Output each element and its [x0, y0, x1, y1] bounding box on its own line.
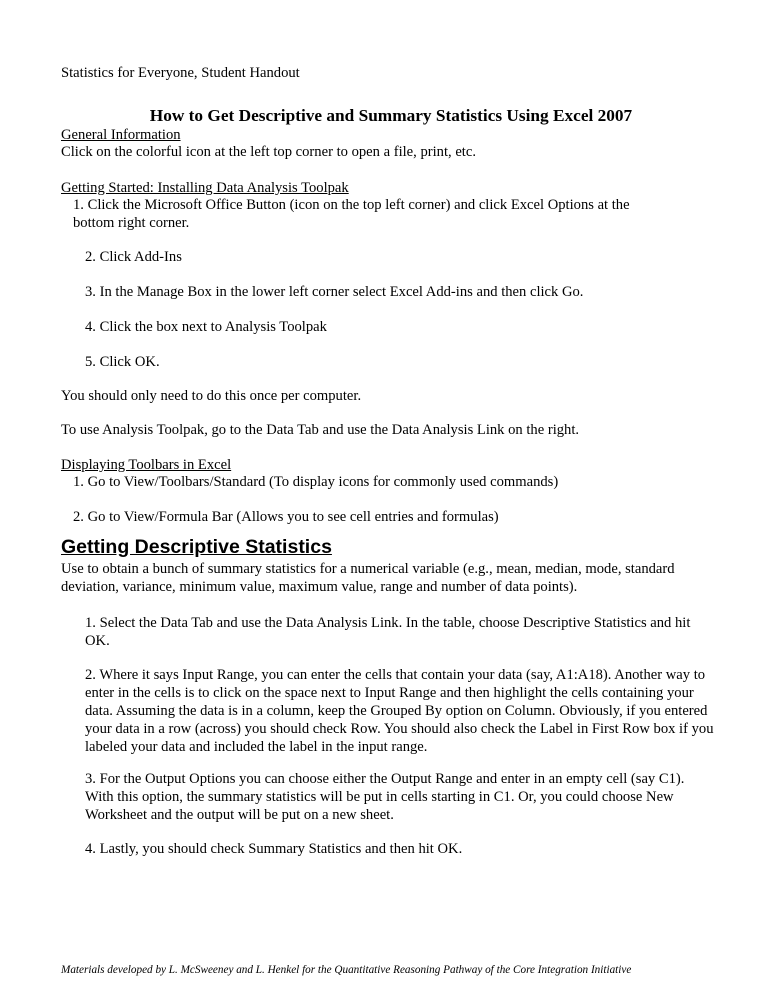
install-note-usage: To use Analysis Toolpak, go to the Data Tab and use the Data Analysis Link on the right. — [61, 422, 580, 438]
toolbars-step-1: 1. Go to View/Toolbars/Standard (To display icons for commonly used commands) — [73, 474, 559, 490]
general-info-heading: General Information — [61, 127, 181, 143]
getting-started-heading: Getting Started: Installing Data Analysis Toolpak — [61, 180, 349, 196]
install-step-4: 4. Click the box next to Analysis Toolpak — [85, 319, 327, 335]
descriptive-intro: Use to obtain a bunch of summary statistics for a numerical variable (e.g., mean, median, mode, standard deviation, variance, minimum value, maximum value, range and number of data points). — [61, 561, 675, 595]
descriptive-step-3: 3. For the Output Options you can choose either the Output Range and enter in an empty cell (say C1). With this option, the summary statistics will be put in cells starting in C1. Or, you could choose New Worksheet and the output will be put on a new sheet. — [85, 771, 685, 823]
descriptive-step-2: 2. Where it says Input Range, you can enter the cells that contain your data (say, A1:A18). Another way to enter in the cells is to click on the space next to Input Range and then highlight the cells containing your data. Assuming the data is in a column, keep the Grouped By option on Column. Obviously, if you entered your data in a row (across) you should check Row. You should also check the Label in First Row box if you labeled your data and included the label in the input range. — [85, 667, 714, 755]
install-step-1: 1. Click the Microsoft Office Button (icon on the top left corner) and click Excel Options at the bottom right corner. — [73, 197, 630, 231]
descriptive-step-1: 1. Select the Data Tab and use the Data Analysis Link. In the table, choose Descriptive Statistics and hit OK. — [85, 615, 691, 649]
general-info-text: Click on the colorful icon at the left top corner to open a file, print, etc. — [61, 144, 476, 160]
install-step-5: 5. Click OK. — [85, 354, 160, 370]
descriptive-step-4: 4. Lastly, you should check Summary Statistics and then hit OK. — [85, 841, 463, 857]
install-note-once: You should only need to do this once per computer. — [61, 388, 362, 404]
document-title: How to Get Descriptive and Summary Statistics Using Excel 2007 — [149, 106, 633, 125]
page-header: Statistics for Everyone, Student Handout — [61, 65, 300, 81]
page-footer: Materials developed by L. McSweeney and L. Henkel for the Quantitative Reasoning Pathway of the Core Integration Initiative — [61, 964, 632, 976]
install-step-2: 2. Click Add-Ins — [85, 249, 182, 265]
toolbars-step-2: 2. Go to View/Formula Bar (Allows you to see cell entries and formulas) — [73, 509, 499, 525]
descriptive-stats-heading: Getting Descriptive Statistics — [61, 536, 332, 558]
toolbars-heading: Displaying Toolbars in Excel — [61, 457, 232, 473]
install-step-3: 3. In the Manage Box in the lower left corner select Excel Add-ins and then click Go. — [85, 284, 584, 300]
